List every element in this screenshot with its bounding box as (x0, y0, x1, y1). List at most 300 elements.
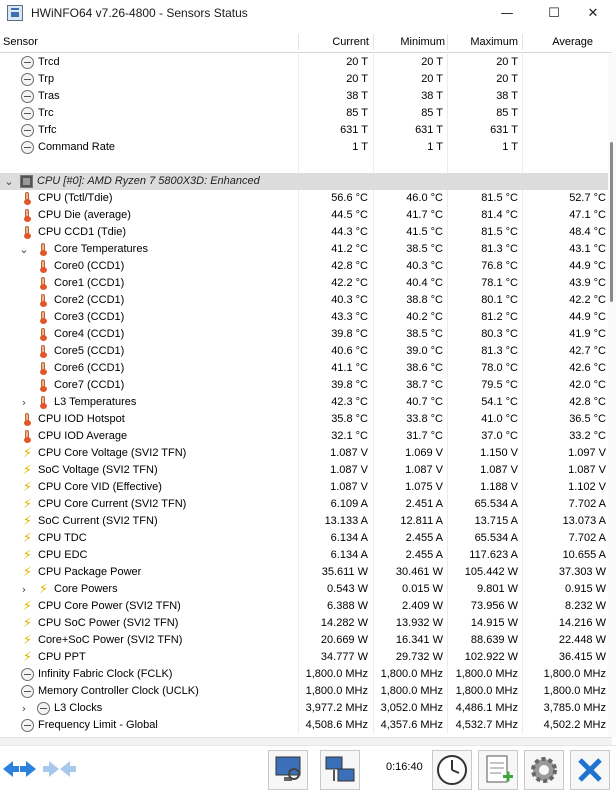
cell-divider (298, 326, 299, 343)
sensor-name: Memory Controller Clock (UCLK) (38, 685, 199, 697)
cell-divider (298, 360, 299, 377)
sensor-name: Infinity Fabric Clock (FCLK) (38, 668, 173, 680)
expand-chevron-icon[interactable]: › (21, 583, 27, 596)
minimum-value: 1 T (427, 141, 443, 153)
current-value: 0.543 W (327, 583, 368, 595)
cell-divider (447, 241, 448, 258)
cell-divider (522, 105, 523, 122)
sensor-name: Core4 (CCD1) (54, 328, 125, 340)
column-divider[interactable] (447, 34, 448, 50)
current-value: 42.8 °C (331, 260, 368, 272)
maximum-value: 54.1 °C (481, 396, 518, 408)
column-minimum[interactable]: Minimum (400, 36, 445, 48)
maximum-value: 78.1 °C (481, 277, 518, 289)
column-divider[interactable] (373, 34, 374, 50)
lightning-bolt-icon: ⚡ (22, 650, 33, 665)
sensor-name: SoC Current (SVI2 TFN) (38, 515, 158, 527)
sensor-row[interactable] (0, 598, 612, 615)
cell-divider (447, 564, 448, 581)
cell-divider (373, 700, 374, 717)
sensor-name: Trcd (38, 56, 60, 68)
cell-divider (298, 105, 299, 122)
thermometer-icon (37, 328, 50, 341)
cell-divider (522, 54, 523, 71)
gear-icon (525, 751, 563, 789)
sensor-list[interactable] (0, 54, 612, 737)
cell-divider (373, 666, 374, 683)
cell-divider (522, 88, 523, 105)
thermometer-icon (21, 192, 34, 205)
elapsed-timer: 0:16:40 (386, 761, 423, 773)
cell-divider (373, 411, 374, 428)
cell-divider (373, 428, 374, 445)
current-value: 1.087 V (330, 447, 368, 459)
minimum-value: 1,800.0 MHz (380, 685, 443, 697)
network-button[interactable] (320, 750, 360, 790)
sensor-row[interactable] (0, 666, 612, 683)
current-value: 34.777 W (320, 651, 368, 663)
sensor-row[interactable] (0, 54, 612, 71)
maximize-button[interactable]: ☐ (548, 5, 560, 21)
minimum-value: 2.409 W (402, 600, 443, 612)
cell-divider (373, 615, 374, 632)
cell-divider (373, 530, 374, 547)
current-value: 43.3 °C (331, 311, 368, 323)
current-value: 6.134 A (330, 532, 368, 544)
clock-icon (433, 751, 471, 789)
cell-divider (373, 156, 374, 173)
average-value: 42.8 °C (569, 396, 606, 408)
cell-divider (373, 496, 374, 513)
minimum-value: 12.811 A (400, 515, 443, 527)
sensor-name: Core1 (CCD1) (54, 277, 125, 289)
average-value: 33.2 °C (569, 430, 606, 442)
minimum-value: 31.7 °C (406, 430, 443, 442)
cell-divider (522, 377, 523, 394)
collapse-chevron-icon[interactable]: ⌄ (4, 175, 14, 188)
minimum-value: 33.8 °C (406, 413, 443, 425)
sensor-row[interactable] (0, 326, 612, 343)
cell-divider (373, 360, 374, 377)
minimum-value: 41.5 °C (406, 226, 443, 238)
sensor-row[interactable] (0, 683, 612, 700)
sensor-row[interactable] (0, 258, 612, 275)
minimum-value: 41.7 °C (406, 209, 443, 221)
minimum-value: 2.451 A (405, 498, 443, 510)
current-value: 20 T (346, 56, 368, 68)
minimum-value: 0.015 W (402, 583, 443, 595)
clock-icon (21, 124, 34, 137)
sensor-group-row[interactable] (0, 173, 612, 190)
current-value: 38 T (346, 90, 368, 102)
collapse-arrows-icon[interactable] (43, 758, 77, 780)
minimum-value: 38.8 °C (406, 294, 443, 306)
cell-divider (298, 343, 299, 360)
sensor-name: Trfc (38, 124, 57, 136)
maximum-value: 37.0 °C (481, 430, 518, 442)
average-value: 13.073 A (562, 515, 606, 527)
minimum-value: 3,052.0 MHz (380, 702, 443, 714)
average-value: 7.702 A (568, 532, 606, 544)
sensor-name: CPU Core Current (SVI2 TFN) (38, 498, 187, 510)
cell-divider (447, 54, 448, 71)
lightning-bolt-icon: ⚡ (22, 446, 33, 461)
cell-divider (522, 190, 523, 207)
cell-divider (522, 224, 523, 241)
cell-divider (447, 224, 448, 241)
sensor-name: Core Powers (54, 583, 118, 595)
sensor-row[interactable] (0, 377, 612, 394)
current-value: 42.3 °C (331, 396, 368, 408)
cell-divider (298, 513, 299, 530)
minimize-button[interactable]: — (500, 5, 514, 21)
cell-divider (447, 139, 448, 156)
current-value: 1.087 V (330, 464, 368, 476)
thermometer-icon (37, 243, 50, 256)
cell-divider (447, 479, 448, 496)
scrollbar-thumb[interactable] (610, 142, 613, 302)
cell-divider (522, 683, 523, 700)
sensor-name: CPU TDC (38, 532, 87, 544)
minimum-value: 1,800.0 MHz (380, 668, 443, 680)
sensor-name: Frequency Limit - Global (38, 719, 158, 731)
average-value: 48.4 °C (569, 226, 606, 238)
sensor-name: CPU IOD Hotspot (38, 413, 125, 425)
cell-divider (298, 445, 299, 462)
current-value: 40.6 °C (331, 345, 368, 357)
cell-divider (447, 666, 448, 683)
maximum-value: 117.623 A (469, 549, 518, 561)
maximum-value: 78.0 °C (481, 362, 518, 374)
cell-divider (447, 377, 448, 394)
cell-divider (373, 445, 374, 462)
current-value: 3,977.2 MHz (305, 702, 368, 714)
sensor-row[interactable] (0, 190, 612, 207)
cell-divider (298, 71, 299, 88)
maximum-value: 14.915 W (470, 617, 518, 629)
cell-divider (522, 717, 523, 734)
column-header (0, 32, 612, 53)
timer-button[interactable] (432, 750, 472, 790)
average-value: 37.303 W (558, 566, 606, 578)
cell-divider (298, 598, 299, 615)
cell-divider (373, 326, 374, 343)
minimum-value: 1.069 V (405, 447, 443, 459)
sensor-row[interactable] (0, 581, 612, 598)
maximum-value: 1,800.0 MHz (455, 668, 518, 680)
sensor-row[interactable] (0, 496, 612, 513)
sensor-row[interactable] (0, 105, 612, 122)
cell-divider (447, 105, 448, 122)
minimum-value: 631 T (415, 124, 443, 136)
sensor-name: CPU Core VID (Effective) (38, 481, 162, 493)
maximum-value: 105.442 W (464, 566, 518, 578)
exit-button[interactable] (570, 750, 610, 790)
vertical-scrollbar[interactable] (608, 54, 616, 737)
maximum-value: 4,532.7 MHz (455, 719, 518, 731)
current-value: 42.2 °C (331, 277, 368, 289)
cell-divider (373, 717, 374, 734)
sensor-row[interactable] (0, 343, 612, 360)
collapse-chevron-icon[interactable]: ⌄ (19, 243, 29, 256)
cell-divider (373, 190, 374, 207)
maximum-value: 13.715 A (474, 515, 518, 527)
sensor-row[interactable] (0, 615, 612, 632)
average-value: 42.0 °C (569, 379, 606, 391)
sensor-name: L3 Temperatures (54, 396, 137, 408)
cell-divider (447, 309, 448, 326)
column-maximum[interactable]: Maximum (470, 36, 518, 48)
sensor-name: CPU Core Voltage (SVI2 TFN) (38, 447, 187, 459)
cell-divider (522, 411, 523, 428)
cell-divider (522, 615, 523, 632)
cell-divider (447, 71, 448, 88)
sensor-name: CPU [#0]: AMD Ryzen 7 5800X3D: Enhanced (37, 175, 260, 187)
average-value: 43.9 °C (569, 277, 606, 289)
cell-divider (298, 156, 299, 173)
thermometer-icon (37, 260, 50, 273)
cell-divider (373, 224, 374, 241)
sensor-name: Core7 (CCD1) (54, 379, 125, 391)
sensor-row[interactable] (0, 122, 612, 139)
sensor-row[interactable] (0, 292, 612, 309)
cell-divider (522, 326, 523, 343)
expand-chevron-icon[interactable]: › (21, 702, 27, 715)
sensor-row[interactable] (0, 241, 612, 258)
cell-divider (298, 88, 299, 105)
thermometer-icon (37, 345, 50, 358)
close-button[interactable]: ✕ (587, 5, 599, 21)
sensor-row[interactable] (0, 309, 612, 326)
cell-divider (522, 632, 523, 649)
sensor-name: Core3 (CCD1) (54, 311, 125, 323)
thermometer-icon (21, 209, 34, 222)
cell-divider (447, 411, 448, 428)
minimum-value: 38 T (421, 90, 443, 102)
cell-divider (522, 428, 523, 445)
cell-divider (522, 649, 523, 666)
add-report-icon (479, 751, 517, 789)
maximum-value: 85 T (496, 107, 518, 119)
sensor-row[interactable] (0, 71, 612, 88)
average-value: 42.2 °C (569, 294, 606, 306)
current-value: 631 T (340, 124, 368, 136)
sensor-row[interactable] (0, 564, 612, 581)
sensor-row[interactable] (0, 394, 612, 411)
sensor-row[interactable] (0, 224, 612, 241)
sensor-name: CPU PPT (38, 651, 86, 663)
minimum-value: 85 T (421, 107, 443, 119)
minimum-value: 40.3 °C (406, 260, 443, 272)
maximum-value: 631 T (490, 124, 518, 136)
cell-divider (447, 360, 448, 377)
average-value: 1.102 V (568, 481, 606, 493)
maximum-value: 76.8 °C (481, 260, 518, 272)
cell-divider (298, 428, 299, 445)
cell-divider (522, 156, 523, 173)
cell-divider (373, 275, 374, 292)
sensor-row[interactable] (0, 411, 612, 428)
average-value: 3,785.0 MHz (543, 702, 606, 714)
cell-divider (522, 700, 523, 717)
cell-divider (298, 717, 299, 734)
cell-divider (447, 292, 448, 309)
minimum-value: 38.5 °C (406, 328, 443, 340)
lightning-bolt-icon: ⚡ (22, 531, 33, 546)
cell-divider (373, 394, 374, 411)
cell-divider (298, 292, 299, 309)
sensor-row[interactable] (0, 632, 612, 649)
maximum-value: 65.534 A (474, 498, 518, 510)
sensor-row[interactable] (0, 479, 612, 496)
cpu-chip-icon (20, 175, 33, 188)
current-value: 6.109 A (330, 498, 368, 510)
cell-divider (373, 71, 374, 88)
close-icon (571, 751, 609, 789)
cell-divider (522, 394, 523, 411)
cell-divider (373, 683, 374, 700)
maximum-value: 1.087 V (480, 464, 518, 476)
sensor-row[interactable] (0, 530, 612, 547)
minimum-value: 20 T (421, 56, 443, 68)
thermometer-icon (37, 294, 50, 307)
sensor-row[interactable] (0, 156, 612, 173)
minimum-value: 38.5 °C (406, 243, 443, 255)
maximum-value: 1.188 V (480, 481, 518, 493)
cell-divider (373, 462, 374, 479)
average-value: 1,800.0 MHz (543, 668, 606, 680)
sensor-row[interactable] (0, 513, 612, 530)
cell-divider (522, 564, 523, 581)
lightning-bolt-icon: ⚡ (22, 599, 33, 614)
cell-divider (298, 564, 299, 581)
average-value: 43.1 °C (569, 243, 606, 255)
sensor-row[interactable] (0, 462, 612, 479)
current-value: 40.3 °C (331, 294, 368, 306)
minimum-value: 39.0 °C (406, 345, 443, 357)
current-value: 6.134 A (330, 549, 368, 561)
average-value: 36.415 W (558, 651, 606, 663)
network-icon (321, 751, 359, 789)
maximum-value: 65.534 A (474, 532, 518, 544)
sensor-name: CPU EDC (38, 549, 88, 561)
minimum-value: 38.6 °C (406, 362, 443, 374)
sensor-name: CPU IOD Average (38, 430, 128, 442)
column-divider[interactable] (522, 34, 523, 50)
column-divider[interactable] (298, 34, 299, 50)
cell-divider (373, 292, 374, 309)
cell-divider (373, 547, 374, 564)
maximum-value: 80.3 °C (481, 328, 518, 340)
cell-divider (522, 496, 523, 513)
monitor-button[interactable] (268, 750, 308, 790)
maximum-value: 81.3 °C (481, 243, 518, 255)
cell-divider (522, 445, 523, 462)
sensor-row[interactable] (0, 547, 612, 564)
current-value: 1 T (352, 141, 368, 153)
sensor-row[interactable] (0, 275, 612, 292)
sensor-row[interactable] (0, 700, 612, 717)
sensor-row[interactable] (0, 139, 612, 156)
cell-divider (373, 632, 374, 649)
lightning-bolt-icon: ⚡ (22, 463, 33, 478)
column-current[interactable]: Current (332, 36, 369, 48)
cell-divider (447, 258, 448, 275)
cell-divider (447, 649, 448, 666)
sensor-name: Core0 (CCD1) (54, 260, 125, 272)
sensor-row[interactable] (0, 207, 612, 224)
maximum-value: 102.922 W (464, 651, 518, 663)
expand-chevron-icon[interactable]: › (21, 396, 27, 409)
maximum-value: 79.5 °C (481, 379, 518, 391)
clock-icon (21, 107, 34, 120)
sensor-row[interactable] (0, 717, 612, 734)
cell-divider (522, 530, 523, 547)
sensor-name: CPU Package Power (38, 566, 142, 578)
cell-divider (447, 445, 448, 462)
sensor-row[interactable] (0, 360, 612, 377)
log-button[interactable] (478, 750, 518, 790)
sensor-row[interactable] (0, 445, 612, 462)
minimum-value: 20 T (421, 73, 443, 85)
cell-divider (373, 258, 374, 275)
sensor-row[interactable] (0, 649, 612, 666)
sensor-row[interactable] (0, 88, 612, 105)
cell-divider (298, 190, 299, 207)
cell-divider (447, 207, 448, 224)
clock-icon (21, 90, 34, 103)
column-average[interactable]: Average (552, 36, 593, 48)
column-sensor[interactable]: Sensor (3, 36, 38, 48)
cell-divider (373, 513, 374, 530)
cell-divider (298, 54, 299, 71)
cell-divider (522, 275, 523, 292)
cell-divider (447, 156, 448, 173)
sensor-row[interactable] (0, 428, 612, 445)
minimum-value: 40.4 °C (406, 277, 443, 289)
settings-button[interactable] (524, 750, 564, 790)
cell-divider (447, 326, 448, 343)
clock-icon (21, 685, 34, 698)
average-value: 10.655 A (562, 549, 606, 561)
sensor-name: Core2 (CCD1) (54, 294, 125, 306)
title-bar (0, 0, 616, 26)
maximum-value: 81.5 °C (481, 226, 518, 238)
lightning-bolt-icon: ⚡ (22, 480, 33, 495)
cell-divider (298, 479, 299, 496)
cell-divider (298, 309, 299, 326)
cell-divider (298, 377, 299, 394)
minimum-value: 2.455 A (405, 532, 443, 544)
cell-divider (373, 309, 374, 326)
minimum-value: 40.2 °C (406, 311, 443, 323)
maximum-value: 9.801 W (477, 583, 518, 595)
maximum-value: 1 T (502, 141, 518, 153)
cell-divider (298, 122, 299, 139)
cell-divider (522, 479, 523, 496)
cell-divider (298, 547, 299, 564)
sensor-name: Command Rate (38, 141, 116, 153)
minimum-value: 29.732 W (395, 651, 443, 663)
current-value: 13.133 A (324, 515, 368, 527)
monitor-icon (269, 751, 307, 789)
cell-divider (298, 411, 299, 428)
navigate-arrows-icon[interactable] (3, 758, 37, 780)
cell-divider (522, 343, 523, 360)
cell-divider (298, 615, 299, 632)
cell-divider (373, 54, 374, 71)
thermometer-icon (37, 396, 50, 409)
